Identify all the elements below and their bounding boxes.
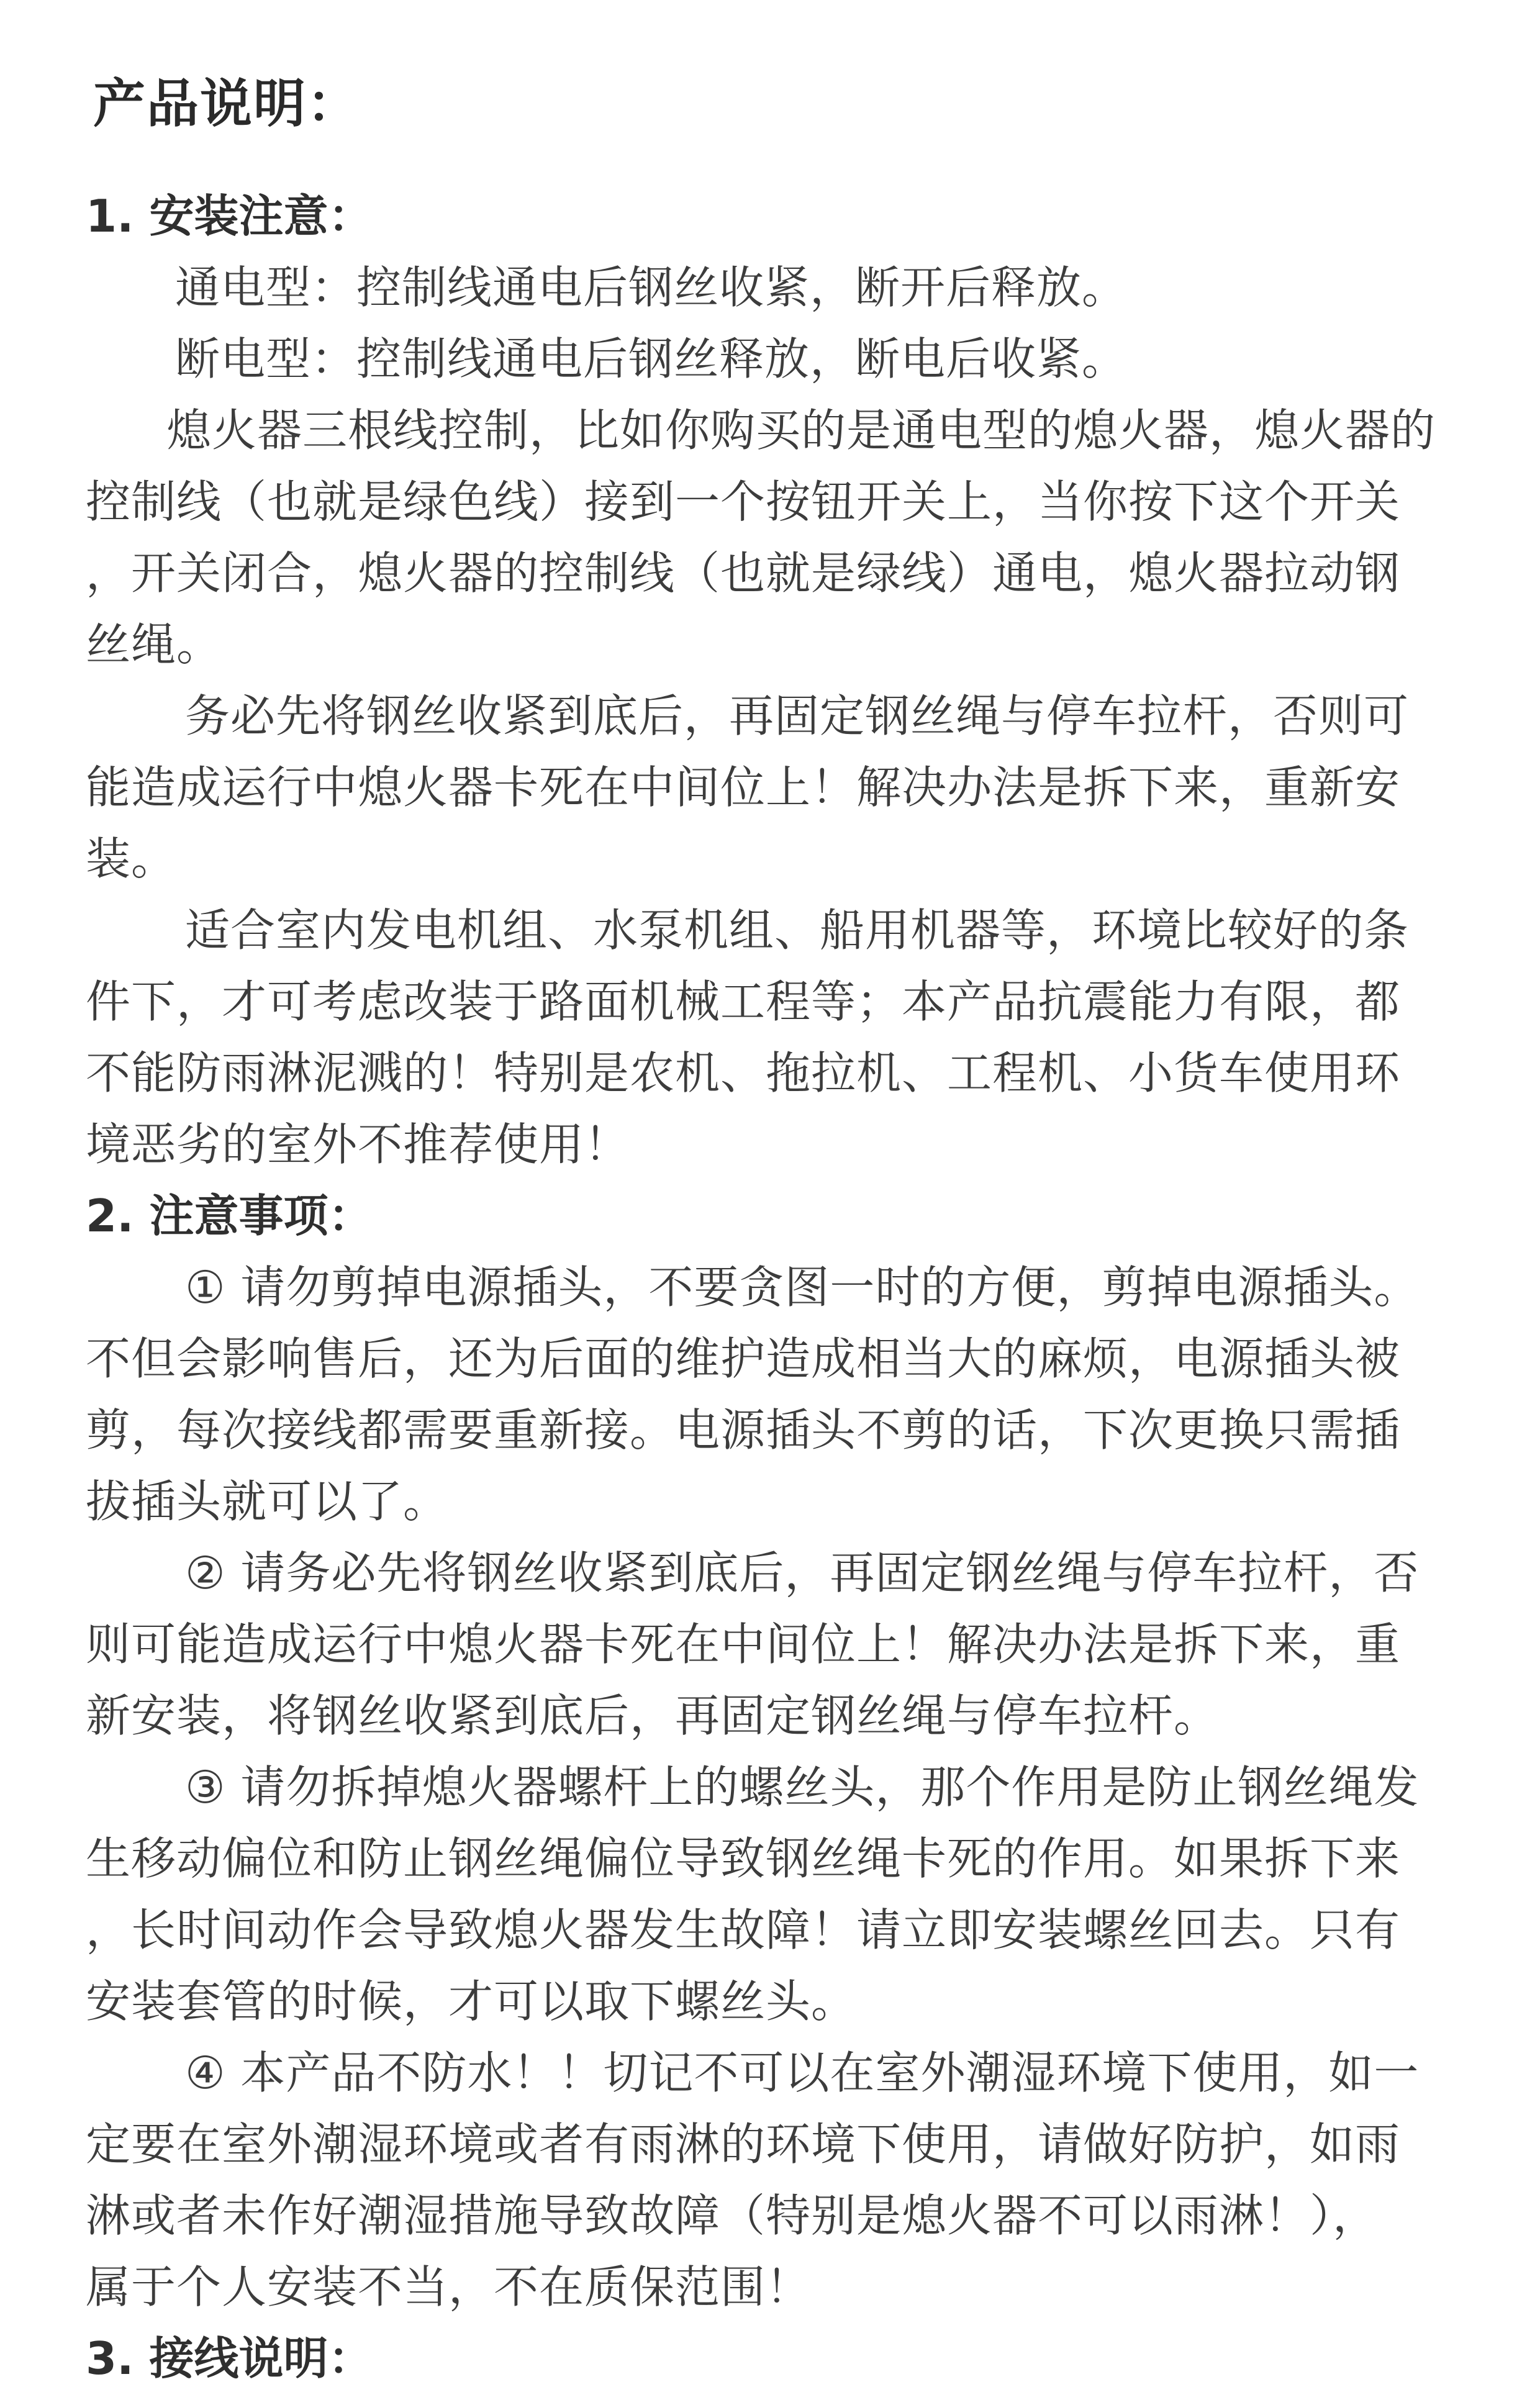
paragraph-line: 则可能造成运行中熄火器卡死在中间位上！解决办法是拆下来，重 xyxy=(86,1618,1401,1670)
paragraph-line: 安装套管的时候，才可以取下螺丝头。 xyxy=(86,1975,857,2027)
paragraph-line: 淋或者未作好潮湿措施导致故障（特别是熄火器不可以雨淋！）， xyxy=(86,2190,1379,2242)
paragraph-line: 境恶劣的室外不推荐使用！ xyxy=(86,1118,630,1171)
paragraph-line: ④ 本产品不防水！！切记不可以在室外潮湿环境下使用，如一 xyxy=(185,2047,1420,2099)
paragraph-line: 定要在室外潮湿环境或者有雨淋的环境下使用，请做好防护，如雨 xyxy=(86,2118,1401,2170)
paragraph-line: ③ 请勿拆掉熄火器螺杆上的螺丝头，那个作用是防止钢丝绳发 xyxy=(185,1761,1420,1813)
paragraph-line: 断电型：控制线通电后钢丝释放，断电后收紧。 xyxy=(175,333,1128,385)
paragraph-line: 丝绳。 xyxy=(86,618,222,671)
paragraph-line: 拔插头就可以了。 xyxy=(86,1475,449,1528)
section-heading-wiring: 3. 接线说明： xyxy=(86,2332,373,2385)
paragraph-line: 生移动偏位和防止钢丝绳偏位导致钢丝绳卡死的作用。如果拆下来 xyxy=(86,1832,1401,1885)
paragraph-line: 通电型：控制线通电后钢丝收紧，断开后释放。 xyxy=(175,261,1128,314)
paragraph-line: 不能防雨淋泥溅的！特别是农机、拖拉机、工程机、小货车使用环 xyxy=(86,1047,1401,1099)
paragraph-line: 剪，每次接线都需要重新接。电源插头不剪的话，下次更换只需插 xyxy=(86,1404,1401,1456)
paragraph-line: 新安装，将钢丝收紧到底后，再固定钢丝绳与停车拉杆。 xyxy=(86,1690,1220,1742)
paragraph-line: ① 请勿剪掉电源插头，不要贪图一时的方便，剪掉电源插头。 xyxy=(185,1261,1420,1313)
page-title: 产品说明： xyxy=(93,73,361,134)
paragraph-line: 不但会影响售后，还为后面的维护造成相当大的麻烦，电源插头被 xyxy=(86,1333,1401,1385)
section-heading-installation: 1. 安装注意： xyxy=(86,190,373,242)
paragraph-line: ② 请务必先将钢丝收紧到底后，再固定钢丝绳与停车拉杆，否 xyxy=(185,1547,1420,1599)
paragraph-line: ，长时间动作会导致熄火器发生故障！请立即安装螺丝回去。只有 xyxy=(86,1904,1401,1956)
paragraph-line: 件下，才可考虑改装于路面机械工程等；本产品抗震能力有限，都 xyxy=(86,976,1401,1028)
paragraph-line: 能造成运行中熄火器卡死在中间位上！解决办法是拆下来，重新安 xyxy=(86,761,1401,813)
paragraph-line: 适合室内发电机组、水泵机组、船用机器等，环境比较好的条 xyxy=(185,904,1410,956)
paragraph-line: 属于个人安装不当，不在质保范围！ xyxy=(86,2261,812,2313)
paragraph-line: 装。 xyxy=(86,833,177,885)
paragraph-line: 务必先将钢丝收紧到底后，再固定钢丝绳与停车拉杆，否则可 xyxy=(185,690,1410,742)
paragraph-line: 控制线（也就是绿色线）接到一个按钮开关上，当你按下这个开关 xyxy=(86,476,1401,528)
paragraph-line: ，开关闭合，熄火器的控制线（也就是绿线）通电，熄火器拉动钢 xyxy=(86,547,1401,599)
paragraph-line: 熄火器三根线控制，比如你购买的是通电型的熄火器，熄火器的 xyxy=(166,404,1436,456)
section-heading-notes: 2. 注意事项： xyxy=(86,1190,373,1242)
